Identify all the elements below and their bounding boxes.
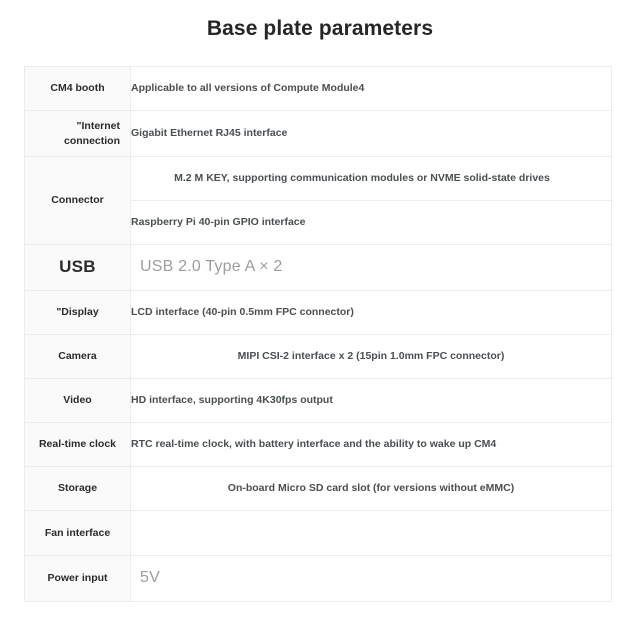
row-value-internet-connection: Gigabit Ethernet RJ45 interface [131, 111, 612, 157]
row-value-video: HD interface, supporting 4K30fps output [131, 379, 612, 423]
table-row [25, 379, 612, 423]
row-value-connector-gpio: Raspberry Pi 40-pin GPIO interface [131, 201, 612, 245]
table-row [25, 335, 612, 379]
row-value-storage: On-board Micro SD card slot (for versions without eMMC) [131, 467, 612, 511]
row-label-cm4-booth: CM4 booth [25, 67, 131, 111]
row-label-display: "Display [25, 291, 131, 335]
row-label-video: Video [25, 379, 131, 423]
row-label-real-time-clock: Real-time clock [25, 423, 131, 467]
row-label-storage: Storage [25, 467, 131, 511]
base-plate-parameters-table [24, 66, 612, 602]
table-row [25, 157, 612, 201]
row-value-power-input: 5V [131, 556, 612, 602]
table-row [25, 67, 612, 111]
row-value-camera: MIPI CSI-2 interface x 2 (15pin 1.0mm FPC connector) [131, 335, 612, 379]
table-row [25, 423, 612, 467]
row-label-fan-interface: Fan interface [25, 511, 131, 556]
row-value-cm4-booth: Applicable to all versions of Compute Module4 [131, 67, 612, 111]
row-label-connector: Connector [25, 157, 131, 245]
table-row [25, 291, 612, 335]
row-label-power-input: Power input [25, 556, 131, 602]
table-row [25, 511, 612, 556]
table-row [25, 467, 612, 511]
row-value-display: LCD interface (40-pin 0.5mm FPC connector) [131, 291, 612, 335]
table-row [25, 245, 612, 291]
row-value-real-time-clock: RTC real-time clock, with battery interface and the ability to wake up CM4 [131, 423, 612, 467]
row-value-usb: USB 2.0 Type A × 2 [131, 245, 612, 291]
row-value-connector-m2: M.2 M KEY, supporting communication modules or NVME solid-state drives [131, 157, 612, 201]
page-title: Base plate parameters [206, 17, 434, 40]
table-row [25, 556, 612, 602]
row-value-fan-interface [131, 511, 612, 556]
row-label-internet-connection: "Internet connection [25, 111, 131, 157]
table-row [25, 111, 612, 157]
row-label-usb: USB [25, 245, 131, 291]
row-label-camera: Camera [25, 335, 131, 379]
